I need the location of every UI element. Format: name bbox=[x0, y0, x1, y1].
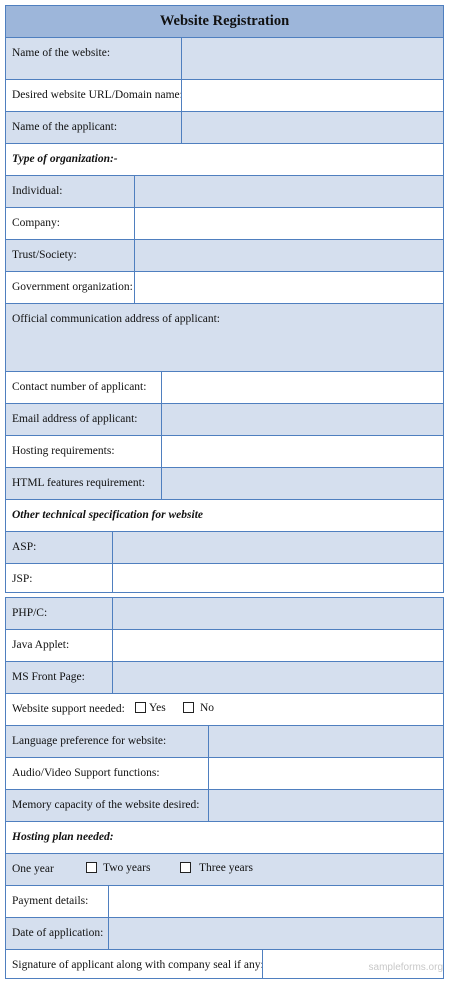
row-memory bbox=[6, 790, 443, 822]
memory-field[interactable] bbox=[209, 790, 443, 821]
row-language bbox=[6, 726, 443, 758]
label-memory: Memory capacity of the website desired: bbox=[12, 799, 200, 811]
row-individual bbox=[6, 176, 443, 208]
row-applicant-name bbox=[6, 112, 443, 144]
support-no-label: No bbox=[200, 702, 215, 714]
label-html-req: HTML features requirement: bbox=[12, 477, 146, 489]
label-website-name: Name of the website: bbox=[12, 47, 111, 59]
address-field[interactable] bbox=[6, 328, 443, 371]
label-frontpage: MS Front Page: bbox=[12, 671, 85, 683]
label-trust: Trust/Society: bbox=[12, 249, 77, 261]
label-support-needed: Website support needed: bbox=[12, 703, 125, 715]
row-contact bbox=[6, 372, 443, 404]
company-field[interactable] bbox=[135, 208, 443, 239]
row-support-needed bbox=[6, 694, 443, 726]
support-no-checkbox[interactable] bbox=[183, 702, 194, 713]
frontpage-field[interactable] bbox=[113, 662, 443, 693]
label-one-year: One year bbox=[12, 863, 54, 875]
label-address: Official communication address of applicant: bbox=[12, 313, 220, 325]
form-title: Website Registration bbox=[6, 6, 443, 38]
row-trust bbox=[6, 240, 443, 272]
label-av-support: Audio/Video Support functions: bbox=[12, 767, 160, 779]
label-php: PHP/C: bbox=[12, 607, 48, 619]
individual-field[interactable] bbox=[135, 176, 443, 207]
row-government bbox=[6, 272, 443, 304]
org-type-heading: Type of organization:- bbox=[12, 153, 118, 165]
label-company: Company: bbox=[12, 217, 60, 229]
row-address bbox=[6, 304, 443, 372]
registration-form-part1 bbox=[5, 5, 444, 593]
php-field[interactable] bbox=[113, 598, 443, 629]
hosting-plan-heading: Hosting plan needed: bbox=[12, 831, 114, 843]
row-java bbox=[6, 630, 443, 662]
java-field[interactable] bbox=[113, 630, 443, 661]
row-company bbox=[6, 208, 443, 240]
three-years-label: Three years bbox=[199, 862, 253, 874]
desired-url-field[interactable] bbox=[182, 80, 443, 111]
row-org-type-heading bbox=[6, 144, 443, 176]
tech-heading: Other technical specification for website bbox=[12, 509, 204, 521]
hosting-req-field[interactable] bbox=[162, 436, 443, 467]
language-field[interactable] bbox=[209, 726, 443, 757]
html-req-field[interactable] bbox=[162, 468, 443, 499]
label-language: Language preference for website: bbox=[12, 735, 167, 747]
payment-field[interactable] bbox=[109, 886, 443, 917]
row-tech-heading bbox=[6, 500, 443, 532]
row-email bbox=[6, 404, 443, 436]
government-field[interactable] bbox=[135, 272, 443, 303]
row-av-support bbox=[6, 758, 443, 790]
label-date: Date of application: bbox=[12, 927, 104, 939]
label-jsp: JSP: bbox=[12, 573, 33, 585]
trust-field[interactable] bbox=[135, 240, 443, 271]
label-signature: Signature of applicant along with company seal if any: bbox=[12, 959, 264, 971]
support-yes-checkbox[interactable] bbox=[135, 702, 146, 713]
row-frontpage bbox=[6, 662, 443, 694]
watermark: sampleforms.org bbox=[368, 962, 443, 973]
row-jsp bbox=[6, 564, 443, 593]
label-email: Email address of applicant: bbox=[12, 413, 138, 425]
label-contact: Contact number of applicant: bbox=[12, 381, 147, 393]
date-field[interactable] bbox=[109, 918, 443, 949]
row-payment bbox=[6, 886, 443, 918]
contact-field[interactable] bbox=[162, 372, 443, 403]
asp-field[interactable] bbox=[113, 532, 443, 563]
two-years-checkbox[interactable] bbox=[86, 862, 97, 873]
av-support-field[interactable] bbox=[209, 758, 443, 789]
row-html-req bbox=[6, 468, 443, 500]
row-asp bbox=[6, 532, 443, 564]
label-asp: ASP: bbox=[12, 541, 37, 553]
row-desired-url bbox=[6, 80, 443, 112]
label-hosting-req: Hosting requirements: bbox=[12, 445, 115, 457]
row-website-name bbox=[6, 38, 443, 80]
label-government: Government organization: bbox=[12, 281, 133, 293]
label-java: Java Applet: bbox=[12, 639, 70, 651]
label-individual: Individual: bbox=[12, 185, 63, 197]
email-field[interactable] bbox=[162, 404, 443, 435]
three-years-checkbox[interactable] bbox=[180, 862, 191, 873]
row-hosting-plan-heading bbox=[6, 822, 443, 854]
row-date bbox=[6, 918, 443, 950]
applicant-name-field[interactable] bbox=[182, 112, 443, 143]
two-years-label: Two years bbox=[103, 862, 151, 874]
jsp-field[interactable] bbox=[113, 564, 443, 593]
row-hosting-plan-options bbox=[6, 854, 443, 886]
label-payment: Payment details: bbox=[12, 895, 89, 907]
row-hosting-req bbox=[6, 436, 443, 468]
support-yes-label: Yes bbox=[149, 702, 166, 714]
label-desired-url: Desired website URL/Domain name: bbox=[12, 89, 183, 101]
row-php bbox=[6, 598, 443, 630]
label-applicant-name: Name of the applicant: bbox=[12, 121, 118, 133]
website-name-field[interactable] bbox=[182, 38, 443, 79]
registration-form-part2 bbox=[5, 597, 444, 979]
